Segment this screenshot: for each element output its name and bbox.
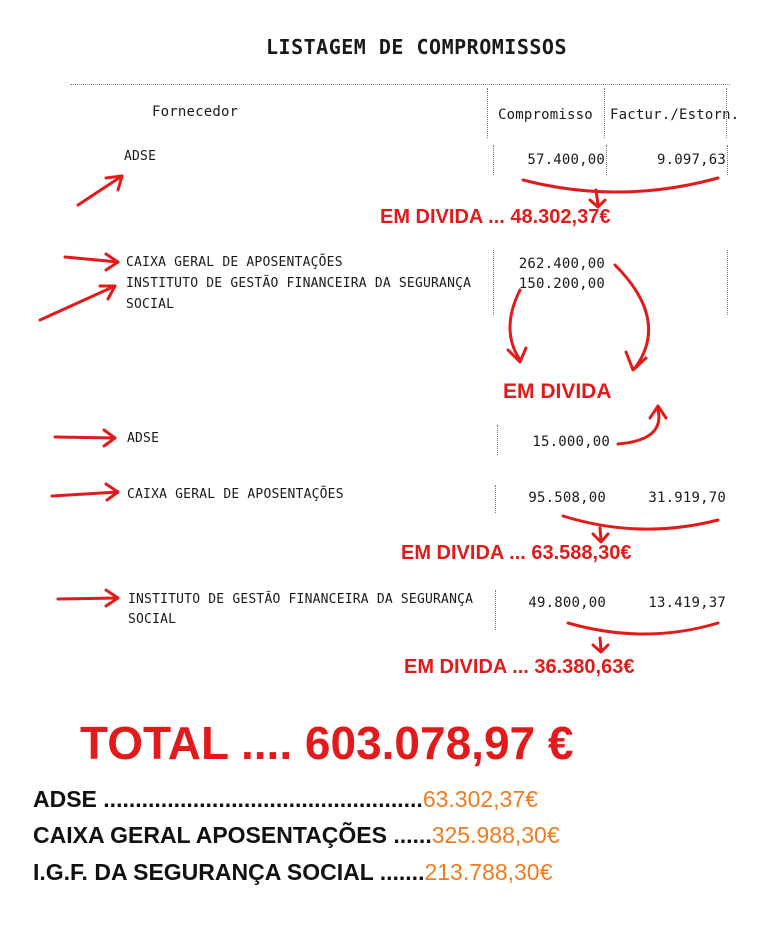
row-supplier: CAIXA GERAL DE APOSENTAÇÕES	[127, 487, 344, 502]
bracket-curve	[568, 623, 718, 634]
arrow-icon	[52, 492, 118, 496]
row-supplier-line1: INSTITUTO DE GESTÃO FINANCEIRA DA SEGURANÇA	[126, 276, 472, 291]
row-commitment: 57.400,00	[527, 152, 605, 168]
row-supplier-line1: INSTITUTO DE GESTÃO FINANCEIRA DA SEGURANÇA	[128, 592, 474, 607]
arrow-icon	[600, 638, 601, 650]
arrow-icon	[58, 598, 118, 599]
arrow-icon	[510, 290, 520, 360]
arrow-icon	[55, 437, 115, 438]
row-invoiced: 31.919,70	[648, 490, 726, 506]
row-supplier: ADSE	[127, 431, 160, 446]
row-supplier: CAIXA GERAL DE APOSENTAÇÕES	[126, 255, 343, 270]
arrow-icon	[78, 176, 122, 205]
row-commitment: 95.508,00	[528, 490, 606, 506]
row-commitment: 49.800,00	[528, 595, 606, 611]
document-title: LISTAGEM DE COMPROMISSOS	[266, 35, 567, 59]
summary-line	[33, 822, 560, 849]
arrow-icon	[40, 286, 115, 320]
debt-annotation: EM DIVIDA ... 36.380,63€	[404, 656, 635, 678]
summary-label: CAIXA GERAL APOSENTAÇÕES ......	[33, 822, 432, 848]
debt-annotation: EM DIVIDA ... 63.588,30€	[401, 542, 632, 564]
row-invoiced: 13.419,37	[648, 595, 726, 611]
row-supplier: ADSE	[124, 149, 157, 164]
debt-annotation: EM DIVIDA	[503, 380, 612, 403]
summary-value: 63.302,37€	[422, 786, 538, 812]
arrow-icon	[600, 528, 601, 540]
bracket-curve	[523, 178, 718, 192]
summary-line	[33, 859, 552, 886]
summary-value: 213.788,30€	[424, 859, 553, 885]
row-commitment: 150.200,00	[518, 276, 605, 292]
summary-value: 325.988,30€	[431, 822, 560, 848]
row-supplier-line2: SOCIAL	[128, 612, 177, 627]
row-invoiced: 9.097,63	[656, 152, 726, 168]
row-commitment: 262.400,00	[518, 256, 605, 272]
grand-total: TOTAL .... 603.078,97 €	[80, 717, 574, 769]
arrow-icon	[596, 190, 598, 205]
column-header-invoiced: Factur./Estorn.	[610, 107, 740, 123]
column-header-commitment: Compromisso	[498, 107, 593, 123]
summary-label: ADSE ..................................................	[33, 786, 423, 812]
summary-label: I.G.F. DA SEGURANÇA SOCIAL .......	[33, 859, 425, 885]
column-header-supplier: Fornecedor	[152, 104, 239, 120]
summary-line	[33, 786, 538, 813]
row-commitment: 15.000,00	[532, 434, 610, 450]
bracket-curve	[563, 516, 718, 529]
debt-annotation: EM DIVIDA ... 48.302,37€	[380, 206, 611, 228]
arrow-icon	[615, 265, 649, 368]
row-supplier-line2: SOCIAL	[126, 297, 175, 312]
